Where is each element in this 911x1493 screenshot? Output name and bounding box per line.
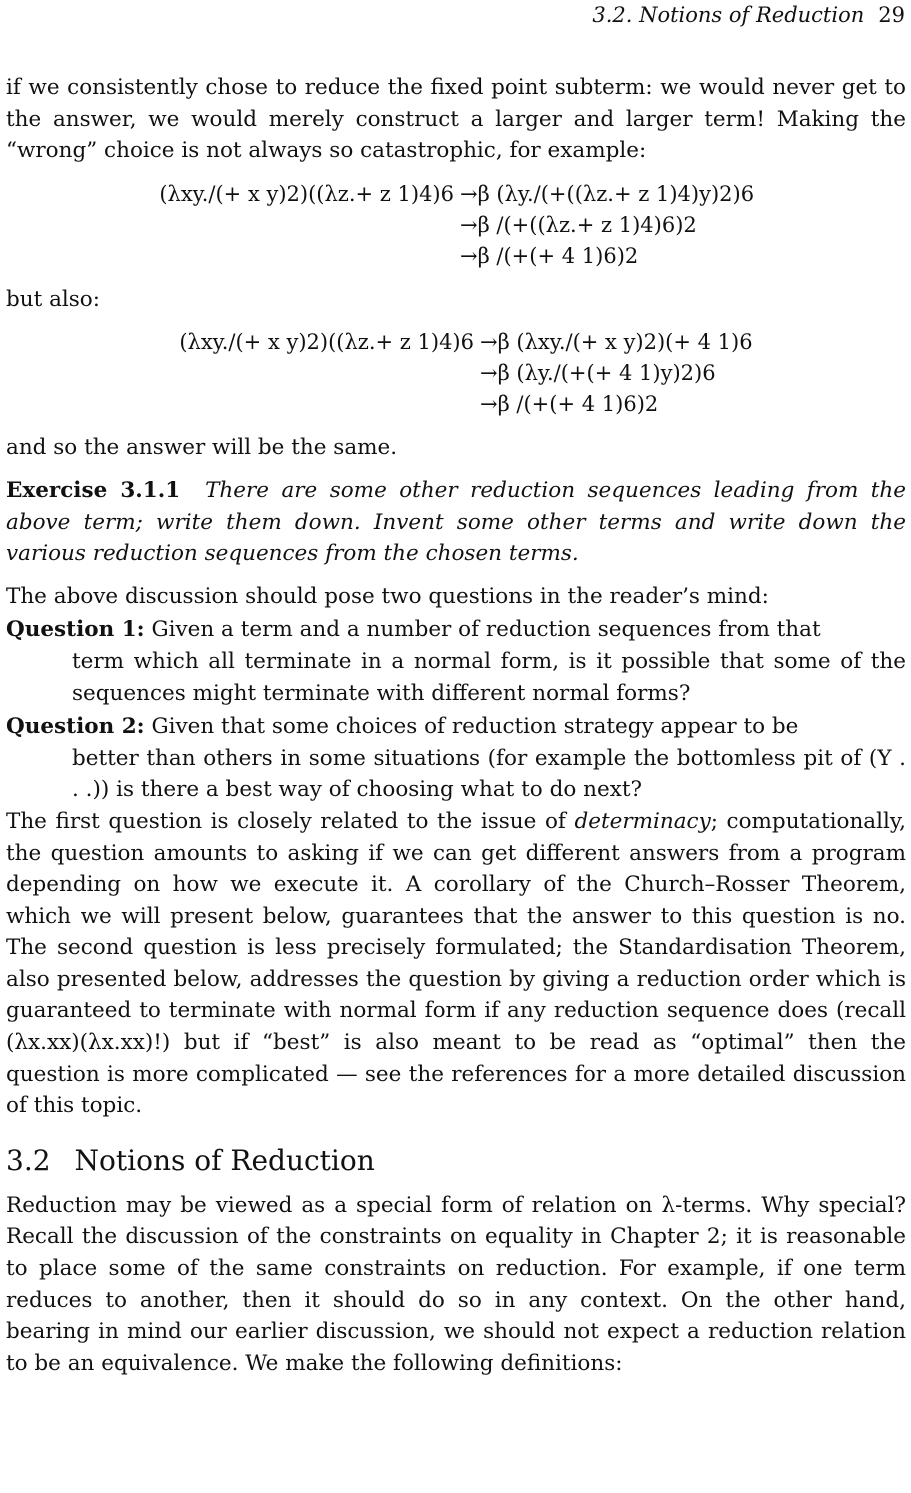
question-2 xyxy=(6,711,906,806)
derivation-lhs: (λxy./(+ x y)2)((λz.+ z 1)4)6 xyxy=(179,330,474,355)
derivation-lhs xyxy=(6,241,454,272)
question-label: Question 1: xyxy=(6,617,145,643)
question-1 xyxy=(6,614,906,709)
page-number: 29 xyxy=(878,3,905,27)
derivation-lhs xyxy=(6,210,454,241)
derivation-line xyxy=(6,327,906,358)
derivation-lhs xyxy=(6,358,474,389)
derivation-rhs: →β (λy./(+(+ 4 1)y)2)6 xyxy=(480,361,716,386)
discussion-paragraph xyxy=(6,806,906,1122)
exercise-text: There are some other reduction sequences leading from the above term; write them down. Invent some other terms and write down the various reduction sequences from the chosen terms. xyxy=(6,477,906,567)
determinacy-term: determinacy xyxy=(574,808,711,834)
running-title: 3.2. Notions of Reduction xyxy=(592,3,865,27)
question-text-rest: better than others in some situations (for example the bottomless pit of (Y . . .)) is there a best way of choosing what to do next? xyxy=(72,745,906,803)
section-heading xyxy=(6,1144,906,1178)
derivation-lhs: (λxy./(+ x y)2)((λz.+ z 1)4)6 xyxy=(159,181,454,206)
same-answer-text: and so the answer will be the same. xyxy=(6,435,398,461)
derivation-rhs: →β /(+(+ 4 1)6)2 xyxy=(460,243,639,268)
derivation-rhs: →β /(+((λz.+ z 1)4)6)2 xyxy=(460,212,697,237)
exercise xyxy=(6,475,906,570)
discussion-text-2: ; computationally, the question amounts to asking if we can get different answers from a program depending on how we execute it. A corollary of the Church–Rosser Theorem, which we will present below, guarantees that the answer to this question is no. The second question is less precisely formulated; the Standardisation Theorem, also presented below, addresses the question by giving a reduction order which is guaranteed to terminate with normal form if any reduction sequence does (recall (λx.xx)(λx.xx)!) but if “best” is also meant to be read as “optimal” then the question is more complicated — see the references for a more detailed discussion of this topic. xyxy=(6,808,907,1119)
derivation-rhs: →β (λy./(+((λz.+ z 1)4)y)2)6 xyxy=(460,181,755,206)
exercise-label: Exercise 3.1.1 xyxy=(6,477,181,503)
question-first-line xyxy=(6,711,906,743)
derivation-line xyxy=(6,389,906,420)
derivation-2 xyxy=(6,327,906,420)
question-text-start: Given that some choices of reduction strategy appear to be xyxy=(151,714,799,740)
body-text xyxy=(6,72,906,1379)
section-number: 3.2 xyxy=(6,1143,51,1177)
final-paragraph: Reduction may be viewed as a special form of relation on λ-terms. Why special? Recall the discussion of the constraints on equality in Chapter 2; it is reasonable to place some of the same constraints on reduction. For example, if one term reduces to another, then it should do so in any context. On the other hand, bearing in mind our earlier discussion, we should not expect a reduction relation to be an equivalence. We make the following definitions: xyxy=(6,1192,906,1376)
derivation-lhs xyxy=(6,389,474,420)
derivation-line xyxy=(6,241,906,272)
questions-intro: The above discussion should pose two questions in the reader’s mind: xyxy=(6,583,769,609)
derivation-1 xyxy=(6,179,906,272)
derivation-rhs: →β /(+(+ 4 1)6)2 xyxy=(480,392,659,417)
derivation-line xyxy=(6,179,906,210)
derivation-rhs: →β (λxy./(+ x y)2)(+ 4 1)6 xyxy=(480,330,753,355)
section-title: Notions of Reduction xyxy=(74,1143,375,1177)
intro-paragraph: if we consistently chose to reduce the fixed point subterm: we would never get to the answer, we would merely construct a larger and larger term! Making the “wrong” choice is not always so catastrophic, for example: xyxy=(6,75,906,164)
question-label: Question 2: xyxy=(6,714,145,740)
derivation-line xyxy=(6,358,906,389)
question-text-start: Given a term and a number of reduction sequences from that xyxy=(151,617,821,643)
running-head xyxy=(592,2,905,28)
question-text-rest: term which all terminate in a normal form, is it possible that some of the sequences might terminate with different normal forms? xyxy=(72,648,906,706)
but-also-text: but also: xyxy=(6,286,100,312)
discussion-text-1: The first question is closely related to the issue of xyxy=(6,808,566,834)
derivation-line xyxy=(6,210,906,241)
question-first-line xyxy=(6,614,906,646)
